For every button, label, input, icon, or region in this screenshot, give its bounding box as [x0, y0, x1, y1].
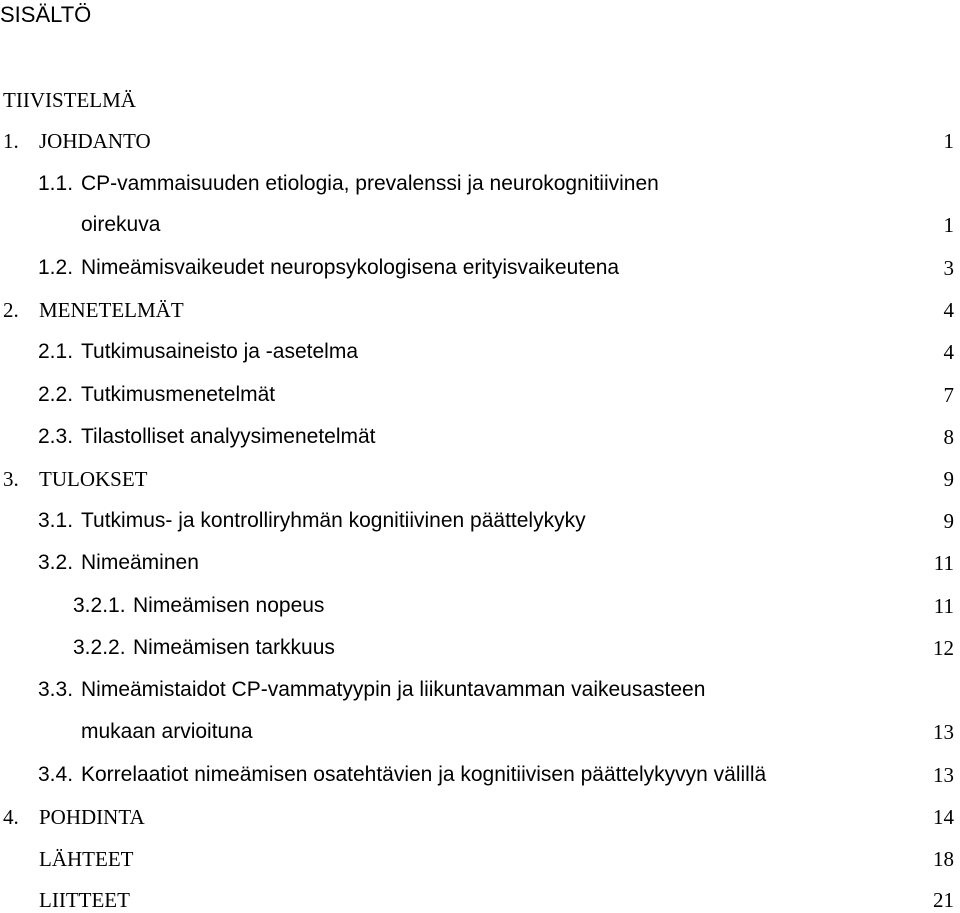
toc-entry-page: 8 — [943, 425, 954, 449]
toc-entry-page: 18 — [933, 847, 954, 871]
toc-entry-label: Nimeäminen — [81, 551, 199, 574]
toc-entry — [38, 424, 376, 450]
toc-entry — [3, 128, 151, 154]
toc-entry — [3, 466, 148, 492]
toc-entry-label: TULOKSET — [39, 467, 148, 491]
toc-entry-label: POHDINTA — [39, 805, 145, 829]
toc-entry-page: 13 — [933, 720, 954, 744]
toc-entry — [3, 297, 184, 323]
toc-entry — [3, 804, 145, 830]
toc-entry-label: mukaan arvioituna — [81, 720, 253, 743]
toc-entry-page: 9 — [943, 509, 954, 533]
toc-entry-number: 2.2. — [38, 383, 74, 406]
toc-entry — [38, 677, 705, 703]
toc-entry — [38, 339, 358, 365]
toc-entry-label: Nimeämistaidot CP-vammatyypin ja liikuntavamman vaikeusasteen — [81, 678, 706, 701]
toc-entry-label: MENETELMÄT — [39, 298, 184, 322]
toc-entry-number: 3.2. — [38, 551, 74, 574]
toc-entry-page: 7 — [943, 383, 954, 407]
toc-entry-label: oirekuva — [81, 213, 161, 236]
toc-entry — [39, 846, 133, 872]
toc-entry-label: TIIVISTELMÄ — [3, 88, 136, 112]
toc-entry-page: 4 — [943, 340, 954, 364]
toc-entry-number: 3.1. — [38, 509, 74, 532]
toc-entry-page: 11 — [933, 551, 954, 575]
toc-entry-label: Nimeämisvaikeudet neuropsykologisena erityisvaikeutena — [81, 256, 620, 279]
toc-entry — [38, 382, 275, 408]
toc-entry — [81, 212, 160, 238]
toc-entry-page: 3 — [943, 256, 954, 280]
toc-entry-page: 4 — [943, 298, 954, 322]
toc-entry-page: 1 — [943, 213, 954, 237]
toc-entry-label: Tutkimusmenetelmät — [81, 383, 276, 406]
toc-entry — [38, 550, 199, 576]
toc-entry-number: 3. — [3, 467, 19, 491]
toc-entry-label: Nimeämisen tarkkuus — [133, 636, 335, 659]
toc-entry-number: 2.3. — [38, 425, 74, 448]
toc-entry-number: 2. — [3, 298, 19, 322]
toc-entry-number: 3.3. — [38, 678, 74, 701]
toc-entry — [38, 762, 766, 788]
toc-entry — [73, 593, 324, 619]
toc-entry-label: Korrelaatiot nimeämisen osatehtävien ja kognitiivisen päättelykyvyn välillä — [81, 763, 767, 786]
toc-entry-page: 12 — [933, 636, 954, 660]
toc-entry — [38, 255, 619, 281]
toc-entry-number: 3.4. — [38, 763, 74, 786]
toc-entry-page: 14 — [933, 805, 954, 829]
toc-entry-page: 21 — [933, 888, 954, 912]
toc-entry-number: 1. — [3, 129, 19, 153]
toc-entry — [39, 887, 130, 913]
toc-entry-number: 1.2. — [38, 256, 74, 279]
toc-entry-page: 13 — [933, 763, 954, 787]
toc-title: SISÄLTÖ — [0, 2, 92, 27]
toc-entry-number: 3.2.1. — [73, 594, 126, 617]
toc-entry — [73, 635, 335, 661]
toc-entry-label: Tilastolliset analyysimenetelmät — [81, 425, 376, 448]
toc-entry-label: CP-vammaisuuden etiologia, prevalenssi ja neurokognitiivinen — [81, 172, 659, 195]
toc-entry-label: JOHDANTO — [39, 129, 151, 153]
toc-entry-number: 3.2.2. — [73, 636, 126, 659]
toc-entry-number: 1.1. — [38, 172, 74, 195]
toc-entry — [38, 171, 659, 197]
toc-entry-page: 1 — [943, 129, 954, 153]
toc-entry-label: Tutkimus- ja kontrolliryhmän kognitiivinen päättelykyky — [81, 509, 586, 532]
toc-entry-label: Tutkimusaineisto ja -asetelma — [81, 340, 358, 363]
toc-entry — [3, 87, 136, 113]
toc-entry-number: 2.1. — [38, 340, 74, 363]
toc-entry-label: Nimeämisen nopeus — [133, 594, 325, 617]
toc-entry — [81, 719, 253, 745]
toc-entry-number: 4. — [3, 805, 19, 829]
toc-entry-label: LÄHTEET — [39, 847, 134, 871]
toc-entry — [38, 508, 586, 534]
toc-entry-page: 9 — [943, 467, 954, 491]
toc-entry-label: LIITTEET — [39, 888, 130, 912]
toc-entry-page: 11 — [933, 594, 954, 618]
